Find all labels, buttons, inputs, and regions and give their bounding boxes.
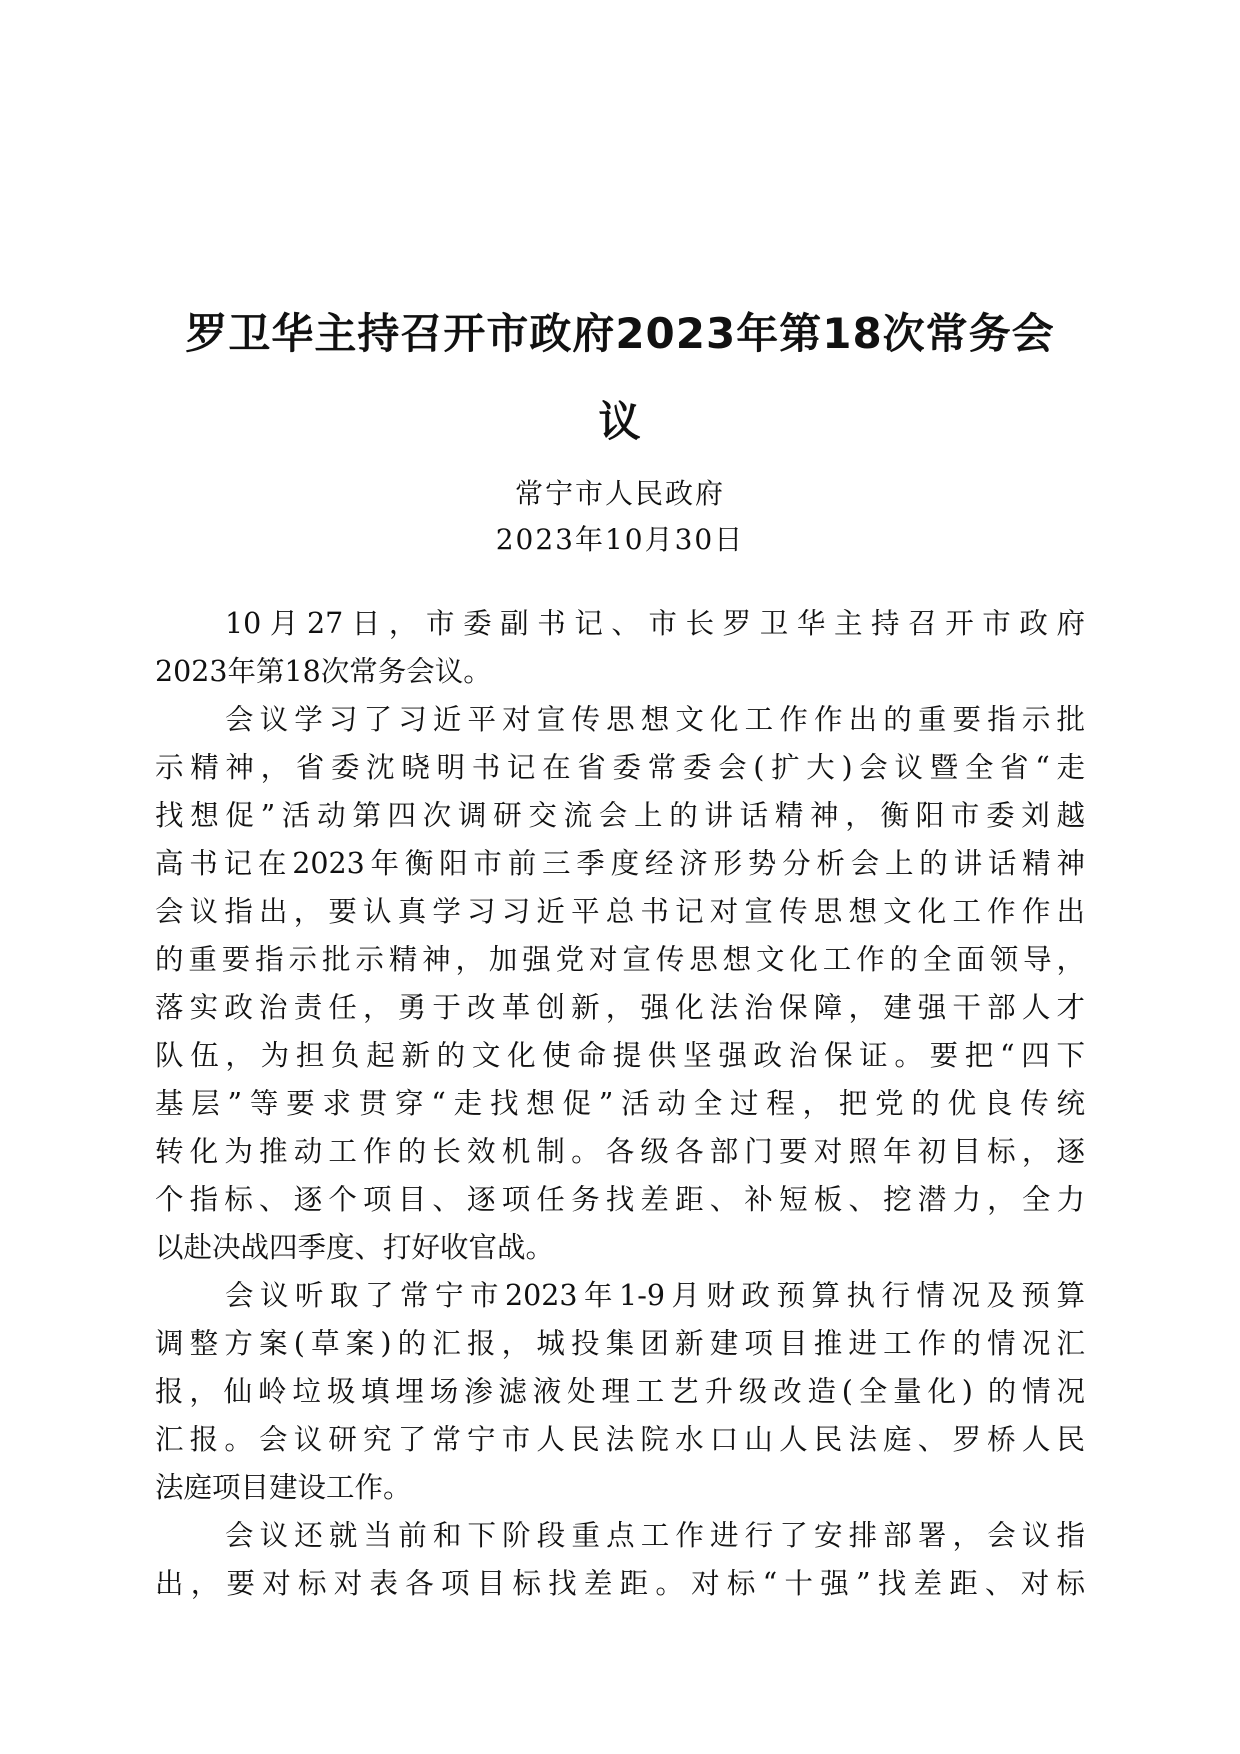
publish-date: 2023年10月30日 <box>495 523 745 556</box>
body-line: 报，仙岭垃圾填埋场渗滤液处理工艺升级改造(全量化) 的情况 <box>155 1375 1085 1408</box>
document-title-line-2: 议 <box>598 397 642 446</box>
body-line: 落实政治责任，勇于改革创新，强化法治保障，建强干部人才 <box>155 991 1085 1024</box>
body-line: 示精神，省委沈晓明书记在省委常委会(扩大)会议暨全省“走 <box>155 751 1085 784</box>
body-line: 基层”等要求贯穿“走找想促”活动全过程，把党的优良传统 <box>155 1087 1085 1120</box>
article-body <box>155 600 1085 1608</box>
body-line: 汇报。会议研究了常宁市人民法院水口山人民法庭、罗桥人民 <box>155 1423 1085 1456</box>
body-line: 队伍，为担负起新的文化使命提供坚强政治保证。要把“四下 <box>155 1039 1085 1072</box>
body-line: 会议学习了习近平对宣传思想文化工作作出的重要指示批 <box>225 703 1085 736</box>
body-line: 会议指出，要认真学习习近平总书记对宣传思想文化工作作出 <box>155 895 1085 928</box>
issuing-organization: 常宁市人民政府 <box>514 477 725 510</box>
body-line: 会议听取了常宁市2023年1-9月财政预算执行情况及预算 <box>225 1279 1085 1312</box>
body-line: 2023年第18次常务会议。 <box>155 655 492 688</box>
body-line: 法庭项目建设工作。 <box>155 1471 412 1504</box>
body-line: 出，要对标对表各项目标找差距。对标“十强”找差距、对标 <box>155 1567 1085 1600</box>
body-line: 以赴决战四季度、打好收官战。 <box>155 1231 555 1264</box>
body-line: 高书记在2023年衡阳市前三季度经济形势分析会上的讲话精神 <box>155 847 1085 880</box>
body-line: 的重要指示批示精神，加强党对宣传思想文化工作的全面领导， <box>155 943 1085 976</box>
body-line: 调整方案(草案)的汇报，城投集团新建项目推进工作的情况汇 <box>155 1327 1085 1360</box>
body-line: 个指标、逐个项目、逐项任务找差距、补短板、挖潜力，全力 <box>155 1183 1085 1216</box>
document-title-line-1: 罗卫华主持召开市政府2023年第18次常务会 <box>185 309 1055 358</box>
body-line: 转化为推动工作的长效机制。各级各部门要对照年初目标，逐 <box>155 1135 1085 1168</box>
body-line: 找想促”活动第四次调研交流会上的讲话精神，衡阳市委刘越 <box>155 799 1085 832</box>
body-line: 10月27日，市委副书记、市长罗卫华主持召开市政府 <box>225 607 1085 640</box>
body-line: 会议还就当前和下阶段重点工作进行了安排部署，会议指 <box>225 1519 1085 1552</box>
